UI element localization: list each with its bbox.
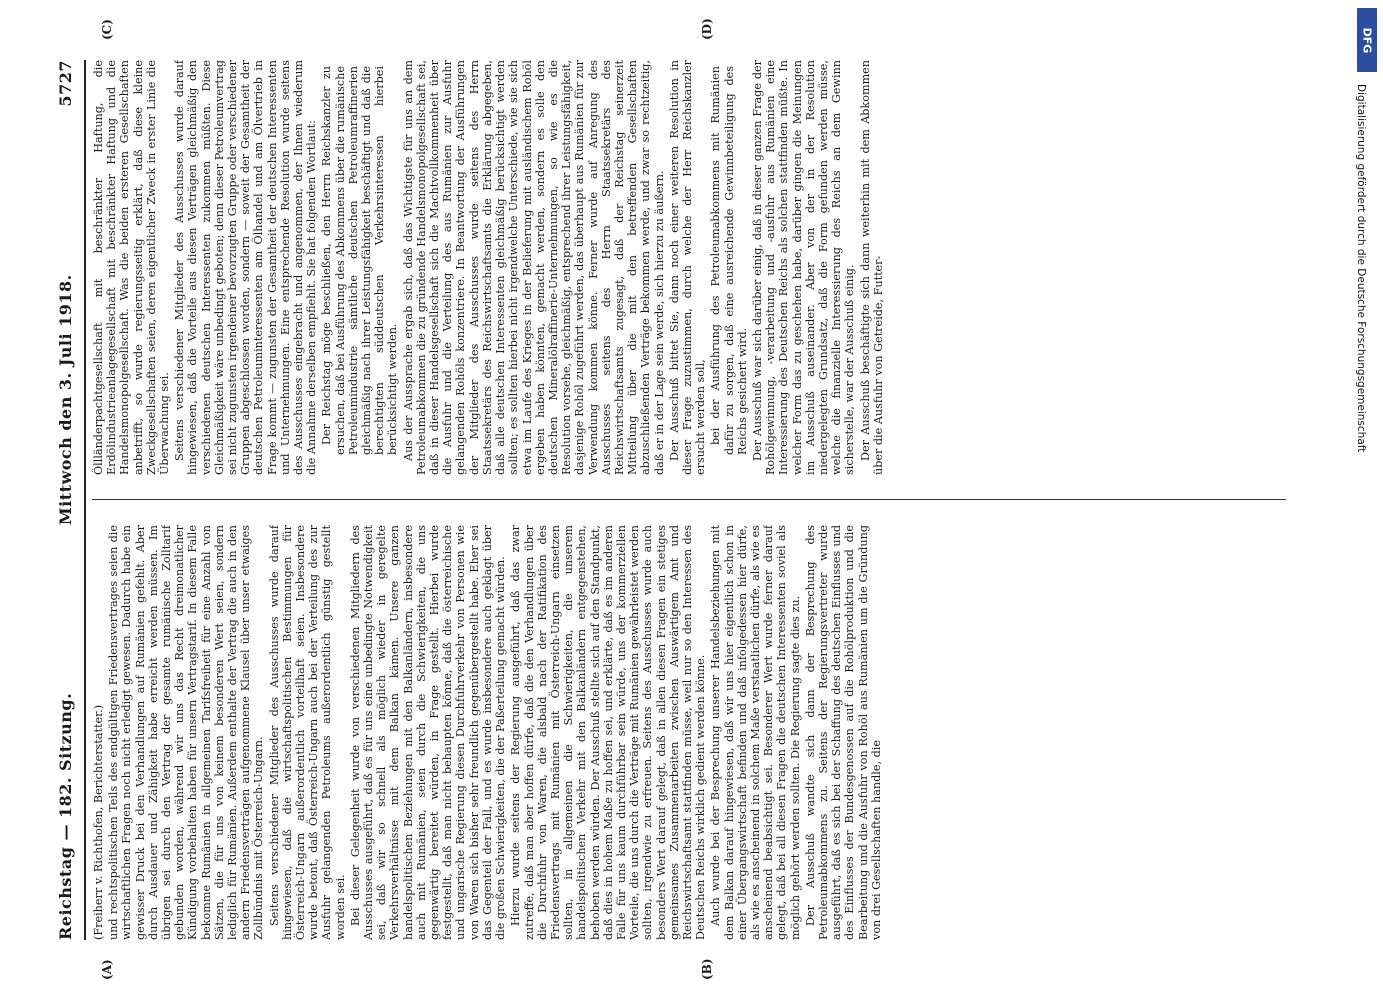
left-column (92, 525, 1290, 940)
right-paragraph: Der Ausschuß beschäftigte sich dann weiterhin mit dem Abkommen über die Ausfuhr von Getreide, Futter- (858, 60, 885, 475)
margin-mark-b: (B) (700, 958, 714, 980)
left-paragraph: Der Ausschuß wandte sich dann der Besprechung des Petroleumabkommens zu. Seitens der Regierungsvertreter wurde ausgeführt, daß es sich bei der Schaffung des deutschen Einflusses und des Einflusses der Bundesgenossen auf die Rohölproduktion und die Bearbeitung und die Ausfuhr von Rohöl aus Rumänien um die Gründung von drei Gesellschaften handle, die (803, 525, 883, 940)
resolution-quote: bei der Ausführung des Petroleumabkommens mit Rumänien dafür zu sorgen, daß eine ausreichende Gewinnbeteiligung des Reichs gesichert wird. (709, 66, 749, 455)
page-header (56, 60, 80, 940)
right-column (92, 60, 1290, 475)
left-paragraph: Seitens verschiedener Mitglieder des Ausschusses wurde darauf hingewiesen, daß die wirtschaftspolitischen Bestimmungen für Österreich-Ungarn außerordentlich vorteilhaft seien. Insbesondere wurde betont, daß Österreich-Ungarn auch bei der Verteilung des zur Ausfuhr gelangenden Petroleums außerordentlich günstig gestellt worden sei. (267, 525, 347, 940)
dfg-logo-icon: DFG (1357, 8, 1377, 72)
right-paragraph: Aus der Aussprache ergab sich, daß das Wichtigste für uns an dem Petroleumabkommen die zu gründende Handelsmonopolgesellschaft sei, daß in dieser Handelsgesellschaft sich die Machtvollkommenheit über die Ausfuhr und die Verteilung des aus Rumänien zur Ausfuhr gelangenden Rohöls konzentriere. In Beantwortung der Ausführungen der Mitglieder des Ausschusses wurde seitens des Herrn Staatssekretärs des Reichswirtschaftsamts die Erklärung abgegeben, daß alle deutschen Interessenten gleichmäßig berücksichtigt werden sollten; es sollten hierbei nicht irgendwelche Unterschiede, wie sie sich etwa im Laufe des Krieges in der Belieferung mit ausländischem Rohöl ergeben haben könnten, gemacht werden, sondern es solle den deutschen Mineralölraffinerie-Unternehmungen, so wie es die Resolution vorsehe, gleichmäßig, entsprechend ihrer Leistungsfähigkeit, dasjenige Rohöl zugeführt werden, das überhaupt aus Rumänien für zur Verwendung kommen könne. Ferner wurde auf Anregung des Ausschusses seitens des Herrn Staatssekretärs des Reichswirtschaftsamts zugesagt, daß der Reichstag seinerzeit Mitteilung über die mit den betreffenden Gesellschaften abzuschließenden Verträge bekommen werde, und zwar so rechtzeitig, daß er in der Lage sein werde, sich hierzu zu äußern. (401, 60, 666, 475)
left-paragraph: Hierzu wurde seitens der Regierung ausgeführt, daß das zwar zutreffe, daß man aber hoffen dürfe, daß die den Verhandlungen über die Durchfuhr von Waren, die alsbald nach der Ratifikation des Friedensvertrags mit Rumänien mit Österreich-Ungarn einsetzen sollten, in allgemeinen die Schwierigkeiten, die unserem handelspolitischen Verkehr mit den Balkanländern entgegenstehen, behoben werden würden. Der Ausschuß stellte sich auf den Standpunkt, daß dies in hohem Maße zu hoffen sei, und erklärte, daß es im anderen Falle für uns kaum durchführbar sein würde, uns der kommerziellen Vorteile, die uns durch die Verträge mit Rumänien gewährleistet werden sollten, irgendwie zu erfreuen. Seitens des Ausschusses wurde auch besonders Wert darauf gelegt, daß in allen diesen Fragen ein stetiges gemeinsames Zusammenarbeiten zwischen Auswärtigem Amt und Reichswirtschaftsamt stattfinden müsse, weil nur so den Interessen des Deutschen Reichs wirklich gedient werden könne. (509, 525, 708, 940)
digitization-credit-text: Digitalisierung gefördert durch die Deutsche Forschungsgemeinschaft (1355, 84, 1367, 453)
left-paragraph: Bei dieser Gelegenheit wurde von verschiedenen Mitgliedern des Ausschusses ausgeführt, daß es für uns eine unbedingte Notwendigkeit sei, daß wir so schnell als möglich wieder in geregelte Verkehrsverhältnisse mit dem Balkan kämen. Unsere ganzen handelspolitischen Beziehungen mit den Balkanländern, insbesondere auch mit Rumänien, seien durch die Schwierigkeiten, die uns gegenwärtig bereitet würden, in Frage gestellt. Hierbei wurde festgestellt, daß man nicht behaupten könne, daß die österreichische und ungarische Regierung diesen Durchfuhrverkehr von Personen wie von Waren sich bisher sehr freundlich gegenübergestellt habe. Eher sei das Gegenteil der Fall, und es wurde insbesondere auch geklagt über die großen Schwierigkeiten, die der Paßerteilung gemacht würden. (348, 525, 508, 940)
column-divider (92, 499, 1286, 500)
left-paragraph: Auch wurde bei der Besprechung unserer Handelsbeziehungen mit dem Balkan darauf hingewiesen, daß wir uns hier eigentlich schon in einer Übergangswirtschaft befinden und daß infolgedessen hier dürfe, als wie es anscheinend in solchem Maße verstaatlichen dürfe, als wie es anscheinend beabsichtigt sei. Besonderer Wert wurde ferner darauf gelegt, daß bei all diesen Fragen die deutschen Interessenten soviel als möglich gehört werden sollten. Die Regierung sagte dies zu. (709, 525, 802, 940)
header-left: Reichstag — 182. Sitzung. (56, 692, 75, 940)
left-paragraph: und rechtspolitischen Teils des endgültigen Friedensvertrages seien die wirtschaftlichen Fragen noch nicht erledigt gewesen. Dadurch habe ein gewisser Druck bei den Verhandlungen auf Rumänien gefehlt. Aber durch Ausdauer und Zähigkeit habe erreicht werden müssen. Im übrigen sei durch den Vertrag der gesamte rumänische Zolltarif gebunden worden, während wir uns das Recht dreimonatlicher Kündigung vorbehalten haben für unsern Vertragstarif. In diesem Falle bekomme Rumänien in allgemeinen Tarifsfreiheit für eine Anzahl von Sätzen, die für uns von keinem besonderen Wert seien, sondern lediglich für Rumänien. Außerdem enthalte der Vertrag die auch in den andern Friedensverträgen aufgenommene Klausel über unser etwaiges Zollbündnis mit Österreich-Ungarn. (107, 525, 266, 940)
right-paragraph: Seitens verschiedener Mitglieder des Ausschusses wurde darauf hingewiesen, daß die Vorteile aus diesen Verträgen gleichmäßig den verschiedenen deutschen Interessenten zukommen müßten. Diese Gleichmäßigkeit wäre unbedingt geboten; denn dieser Petroleumvertrag sei nicht zugunsten irgendeiner bevorzugten Gruppe oder verschiedener Gruppen abgeschlossen worden, sondern — soweit der Gesamtheit der deutschen Petroleuminteressenten am Ölhandel und am Ölvertrieb in Frage kommt — zugunsten der Gesamtheit der deutschen Interessenten und Unternehmungen. Eine entsprechende Resolution wurde seitens des Ausschusses eingebracht und angenommen, der Ihnen wiederum die Annahme derselben empfiehlt. Sie hat folgenden Wortlaut: (173, 60, 319, 475)
page-number: 5727 (56, 60, 75, 107)
right-paragraph: Öllländerpachtgesellschaft mit beschränkter Haftung, die Erdölindustrieanlagegesellschaft mit beschränkter Haftung und die Handelsmonopolgesellschaft. Was die beiden ersteren Gesellschaften anbetrifft, so wurde regierungsseitig erklärt, daß diese kleine Zweckgesellschaften seien, deren eigentlicher Zweck in erster Linie die Überwachung sei. (92, 60, 172, 475)
margin-mark-c: (C) (100, 19, 114, 40)
margin-mark-a: (A) (100, 959, 114, 980)
left-paragraph: (Freiherr v. Richthofen, Berichterstatter.) (92, 704, 105, 940)
header-rule (84, 60, 86, 940)
right-paragraph: Der Ausschuß bittet Sie, dann noch einer weiteren Resolution in dieser Frage zuzustimmen, durch welche der Herr Reichskanzler ersucht werden soll, (667, 60, 708, 475)
header-date: Mittwoch den 3. Juli 1918. (56, 274, 75, 526)
margin-mark-d: (D) (700, 18, 714, 40)
right-paragraph: Der Ausschuß war sich darüber einig, daß in dieser ganzen Frage der Rohölgewinnung, -verarbeitung und -ausfuhr aus Rumänien eine Interessierung des Deutschen Reichs als solchen stattfinden müßte. In welcher Form das zu geschehen habe, darüber gingen die Meinungen im Ausschuß auseinander. Aber von der in der Resolution niedergelegten Grundsatz, daß die Form gefunden werden müsse, welche die finanzielle Interessierung des Reichs an dem Gewinn sicherstelle, war der Ausschuß einig. (750, 60, 857, 475)
digitization-credit (1356, 8, 1378, 992)
resolution-quote: Der Reichstag möge beschließen, den Herrn Reichskanzler zu ersuchen, daß bei Ausführung des Abkommens über die rumänische Petroleumindustrie sämtliche deutschen Petroleumraffinerien gleichmäßig nach ihrer Leistungsfähigkeit beschäftigt und daß die berechtigten süddeutschen Verkehrsinteressen hierbei berücksichtigt werden. (320, 66, 400, 455)
